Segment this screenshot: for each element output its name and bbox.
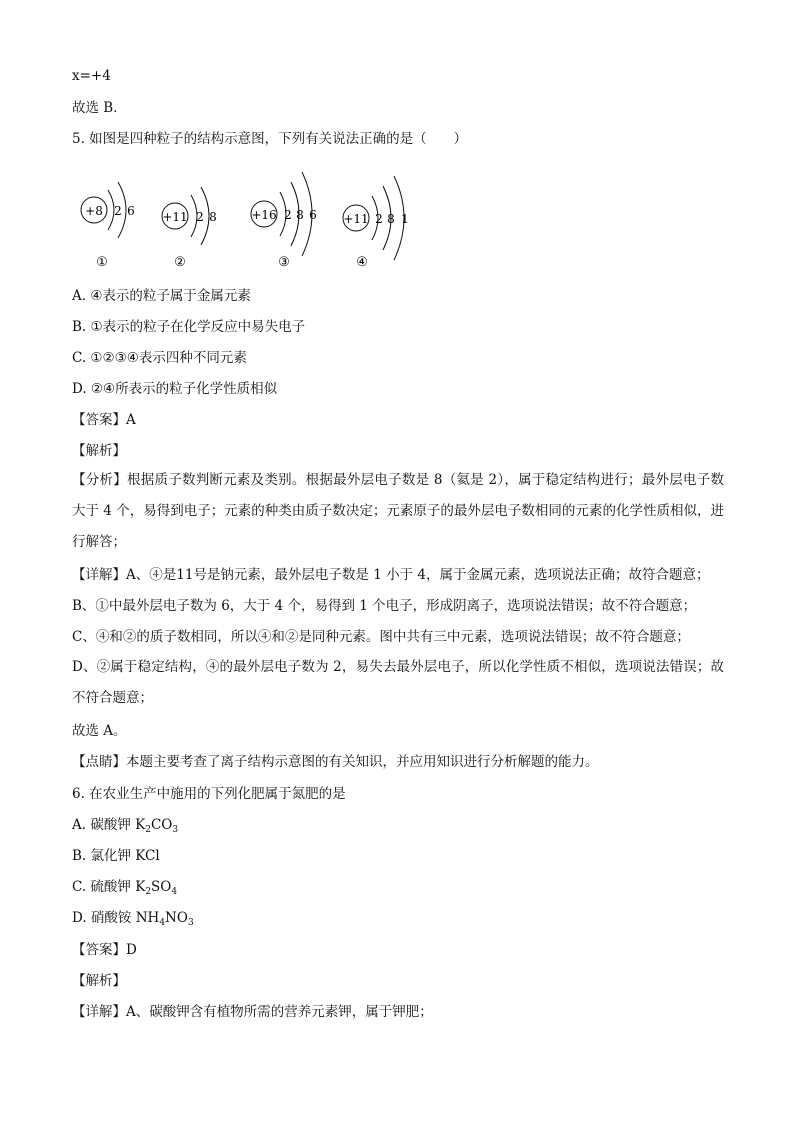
line-choose-b: 故选 B．: [72, 100, 127, 116]
detail-5-c: C、④和②的质子数相同，所以④和②是同种元素。图中共有三中元素，选项说法错误；故不符合题意；: [72, 629, 690, 645]
particle-2-label: ②: [174, 255, 186, 270]
answer-6: 【答案】D: [72, 942, 137, 958]
particle-3: [251, 172, 317, 270]
option-5a: A. ④表示的粒子属于金属元素: [72, 288, 251, 304]
option-6a: A. 碳酸钾 $K_2CO_3$: [72, 817, 179, 835]
detail-6-a: 【详解】A、碳酸钾含有植物所需的营养元素钾，属于钾肥；: [72, 1004, 433, 1020]
particle-3-label: ③: [278, 255, 290, 270]
particle-2-nucleus: +11: [162, 210, 188, 224]
choose-a: 故选 A。: [72, 723, 127, 739]
analysis-heading-5: 【解析】: [72, 443, 126, 459]
particle-4-label: ④: [356, 255, 368, 270]
option-5b: B. ①表示的粒子在化学反应中易失电子: [72, 319, 306, 335]
particle-3-shell-2: 8: [296, 208, 304, 222]
particle-3-shell-3: 6: [309, 208, 317, 222]
question-5-stem: 5. 如图是四种粒子的结构示意图，下列有关说法正确的是（ ）: [72, 131, 468, 147]
detail-5-a: 【详解】A、④是11号是钠元素，最外层电子数是 1 小于 4，属于金属元素，选项说法正确；故符合题意；: [72, 567, 710, 583]
particle-4-shell-2: 8: [387, 212, 395, 226]
option-5c: C. ①②③④表示四种不同元素: [72, 350, 247, 366]
particle-3-shell-1: 2: [284, 208, 292, 222]
option-6d: D. 硝酸铵 $NH_4NO_3$: [72, 910, 194, 928]
particle-2-shell-2: 8: [209, 210, 217, 224]
analysis-5-paragraph: 【分析】根据质子数判断元素及类别。根据最外层电子数是 8（氦是 2），属于稳定结构进行；最外层电子数大于 4 个，易得到电子；元素的种类由质子数决定；元素原子的最外层电子数相同的元素的化学性质相似，进行解答；: [72, 472, 724, 550]
particle-3-nucleus: +16: [251, 208, 277, 222]
answer-5: 【答案】A: [72, 412, 136, 428]
particle-2-shell-1: 2: [196, 210, 204, 224]
particle-1-label: ①: [96, 255, 108, 270]
question-6-stem: 6. 在农业生产中施用的下列化肥属于氮肥的是: [72, 786, 346, 802]
particle-4-shell-3: 1: [401, 212, 409, 226]
detail-5-d: D、②属于稳定结构，④的最外层电子数为 2，易失去最外层电子，所以化学性质不相似，选项说法错误；故不符合题意；: [72, 659, 724, 706]
particle-1-nucleus: +8: [85, 204, 103, 218]
particle-1: [81, 182, 135, 270]
line-x-value: x=+4: [72, 68, 111, 84]
option-6b: B. 氯化钾 KCl: [72, 848, 160, 864]
detail-5-b: B、①中最外层电子数为 6，大于 4 个，易得到 1 个电子，形成阴离子，选项说法错误；故不符合题意；: [72, 598, 697, 614]
particle-2: [162, 187, 217, 270]
particle-4-nucleus: +11: [343, 212, 369, 226]
note-5: 【点睛】本题主要考查了离子结构示意图的有关知识，并应用知识进行分析解题的能力。: [72, 754, 599, 770]
particle-4: [343, 176, 409, 270]
option-5d: D. ②④所表示的粒子化学性质相似: [72, 381, 278, 397]
option-6c: C. 硫酸钾 $K_2SO_4$: [72, 879, 178, 897]
particle-1-shell-1: 2: [114, 204, 122, 218]
particle-structure-diagram: [70, 165, 450, 275]
particle-4-shell-1: 2: [375, 212, 383, 226]
analysis-heading-6: 【解析】: [72, 973, 126, 989]
particle-1-shell-2: 6: [127, 204, 135, 218]
